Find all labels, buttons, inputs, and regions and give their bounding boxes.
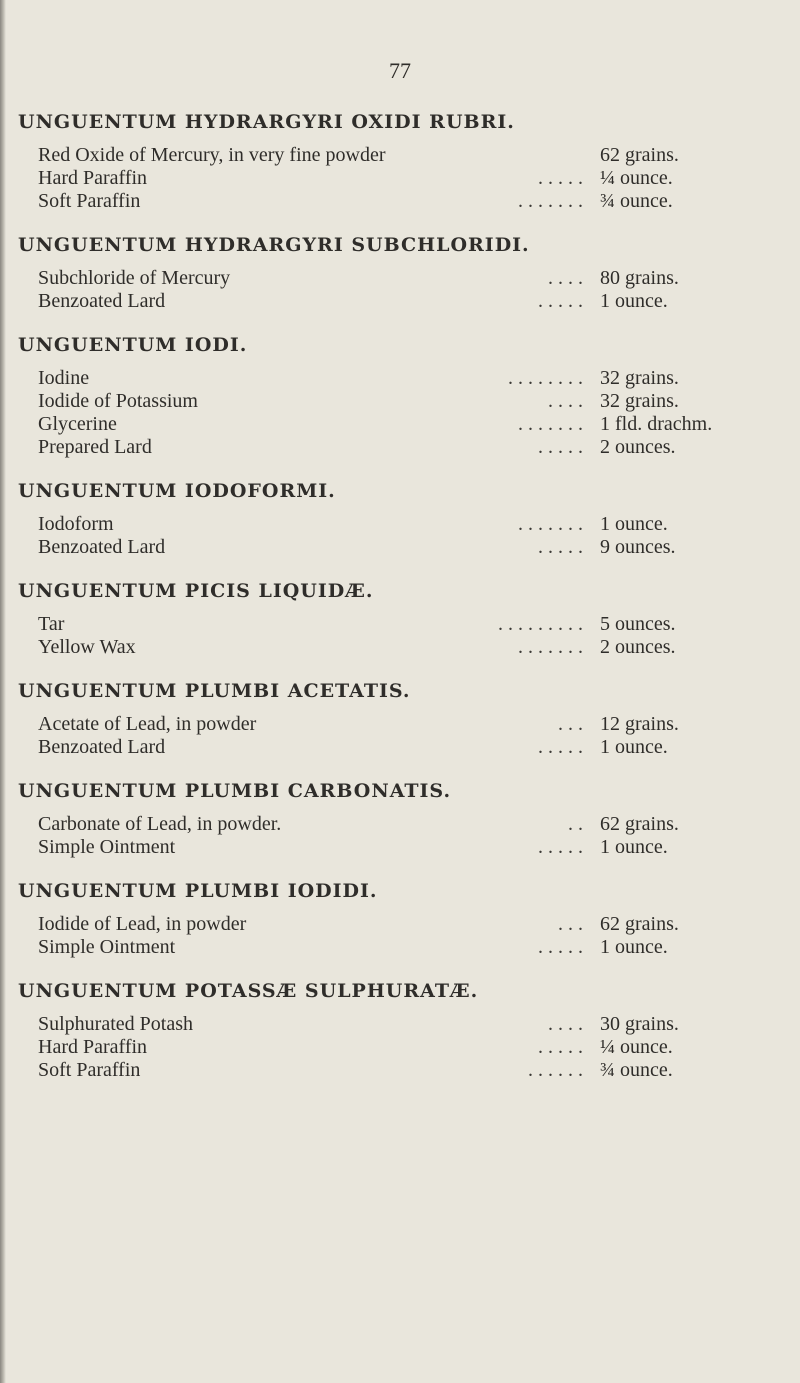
ingredient-row — [18, 413, 798, 436]
leader-dots: . . . — [558, 713, 583, 735]
ingredient-name: Carbonate of Lead, in powder. — [38, 813, 289, 836]
ingredient-row — [18, 1036, 798, 1059]
ingredient-quantity: 2 ounces. — [600, 436, 676, 458]
ingredient-row — [18, 813, 798, 836]
leader-dots: . . . . . . . . . — [498, 613, 583, 635]
leader-dots: . . . . . — [538, 436, 583, 458]
leader-dots: . . . . . . . — [518, 636, 583, 658]
ingredient-quantity: ¾ ounce. — [600, 1059, 673, 1081]
section-unguentum-plumbi-carbonatis — [18, 777, 798, 859]
ingredient-name: Hard Paraffin — [38, 1036, 155, 1059]
ingredient-quantity: 1 ounce. — [600, 736, 668, 758]
ingredient-quantity: 1 fld. drachm. — [600, 413, 713, 435]
ingredient-quantity: 1 ounce. — [600, 936, 668, 958]
page-edge-shadow — [0, 0, 6, 1383]
ingredient-name: Acetate of Lead, in powder — [38, 713, 264, 736]
ingredient-row — [18, 167, 798, 190]
ingredient-row — [18, 836, 798, 859]
section-title: UNGUENTUM POTASSÆ SULPHURATÆ. — [18, 980, 479, 1002]
leader-dots: . . . . . . . — [518, 413, 583, 435]
leader-dots: . . . . . — [538, 836, 583, 858]
ingredient-name: Sulphurated Potash — [38, 1013, 201, 1036]
ingredient-row — [18, 936, 798, 959]
ingredient-row — [18, 736, 798, 759]
ingredient-row — [18, 536, 798, 559]
section-title: UNGUENTUM IODOFORMI. — [18, 480, 336, 502]
ingredient-quantity: 1 ounce. — [600, 513, 668, 535]
leader-dots: . . . . . — [538, 1036, 583, 1058]
ingredient-name: Simple Ointment — [38, 936, 183, 959]
ingredient-quantity: 62 grains. — [600, 144, 679, 166]
section-unguentum-hydrargyri-oxidi-rubri — [18, 108, 798, 213]
leader-dots: . . . . . — [538, 167, 583, 189]
ingredient-name: Hard Paraffin — [38, 167, 155, 190]
ingredient-name: Benzoated Lard — [38, 536, 173, 559]
ingredient-quantity: 80 grains. — [600, 267, 679, 289]
section-unguentum-iodi — [18, 331, 798, 459]
ingredient-row — [18, 1013, 798, 1036]
leader-dots: . . . . . . — [528, 1059, 583, 1081]
ingredient-row — [18, 144, 798, 167]
section-title: UNGUENTUM HYDRARGYRI OXIDI RUBRI. — [18, 111, 515, 133]
ingredient-name: Yellow Wax — [38, 636, 144, 659]
ingredient-name: Tar — [38, 613, 72, 636]
ingredient-row — [18, 513, 798, 536]
ingredient-row — [18, 913, 798, 936]
section-unguentum-iodoformi — [18, 477, 798, 559]
leader-dots: . . . . — [548, 390, 583, 412]
ingredient-quantity: 1 ounce. — [600, 290, 668, 312]
section-title: UNGUENTUM PICIS LIQUIDÆ. — [18, 580, 374, 602]
ingredient-name: Glycerine — [38, 413, 125, 436]
ingredient-quantity: 30 grains. — [600, 1013, 679, 1035]
ingredient-name: Iodide of Potassium — [38, 390, 206, 413]
ingredient-quantity: 32 grains. — [600, 367, 679, 389]
formulary-content — [18, 108, 798, 1100]
leader-dots: . . . . — [548, 1013, 583, 1035]
ingredient-quantity: 9 ounces. — [600, 536, 676, 558]
ingredient-name: Iodine — [38, 367, 97, 390]
leader-dots: . . . . . — [538, 536, 583, 558]
ingredient-row — [18, 290, 798, 313]
ingredient-quantity: 5 ounces. — [600, 613, 676, 635]
section-unguentum-hydrargyri-subchloridi — [18, 231, 798, 313]
ingredient-name: Benzoated Lard — [38, 290, 173, 313]
ingredient-name: Subchloride of Mercury — [38, 267, 238, 290]
ingredient-name: Soft Paraffin — [38, 1059, 148, 1082]
ingredient-row — [18, 267, 798, 290]
ingredient-quantity: ¼ ounce. — [600, 1036, 673, 1058]
section-unguentum-picis-liquidae — [18, 577, 798, 659]
ingredient-row — [18, 1059, 798, 1082]
ingredient-row — [18, 436, 798, 459]
section-unguentum-plumbi-acetatis — [18, 677, 798, 759]
section-title: UNGUENTUM HYDRARGYRI SUBCHLORIDI. — [18, 234, 530, 256]
leader-dots: . . . . . — [538, 936, 583, 958]
leader-dots: . . . . . — [538, 290, 583, 312]
section-unguentum-plumbi-iodidi — [18, 877, 798, 959]
ingredient-row — [18, 190, 798, 213]
ingredient-name: Prepared Lard — [38, 436, 160, 459]
leader-dots: . . . . . — [538, 736, 583, 758]
ingredient-quantity: 12 grains. — [600, 713, 679, 735]
ingredient-name: Red Oxide of Mercury, in very fine powder — [38, 144, 393, 167]
ingredient-row — [18, 613, 798, 636]
leader-dots: . . . . . . . — [518, 190, 583, 212]
ingredient-quantity: 1 ounce. — [600, 836, 668, 858]
ingredient-row — [18, 390, 798, 413]
leader-dots: . . . . . . . . — [508, 367, 583, 389]
section-title: UNGUENTUM PLUMBI IODIDI. — [18, 880, 378, 902]
leader-dots: . . . . — [548, 267, 583, 289]
ingredient-row — [18, 367, 798, 390]
ingredient-name: Simple Ointment — [38, 836, 183, 859]
ingredient-row — [18, 713, 798, 736]
ingredient-quantity: 62 grains. — [600, 913, 679, 935]
ingredient-quantity: 2 ounces. — [600, 636, 676, 658]
section-title: UNGUENTUM PLUMBI CARBONATIS. — [18, 780, 452, 802]
ingredient-name: Soft Paraffin — [38, 190, 148, 213]
section-unguentum-potassae-sulphuratae — [18, 977, 798, 1082]
ingredient-row — [18, 636, 798, 659]
ingredient-quantity: ¼ ounce. — [600, 167, 673, 189]
page-number: 77 — [389, 58, 411, 83]
leader-dots: . . — [568, 813, 583, 835]
ingredient-quantity: ¾ ounce. — [600, 190, 673, 212]
ingredient-name: Benzoated Lard — [38, 736, 173, 759]
ingredient-quantity: 62 grains. — [600, 813, 679, 835]
section-title: UNGUENTUM PLUMBI ACETATIS. — [18, 680, 411, 702]
ingredient-name: Iodoform — [38, 513, 122, 536]
leader-dots: . . . — [558, 913, 583, 935]
section-title: UNGUENTUM IODI. — [18, 334, 248, 356]
ingredient-name: Iodide of Lead, in powder — [38, 913, 254, 936]
ingredient-quantity: 32 grains. — [600, 390, 679, 412]
leader-dots: . . . . . . . — [518, 513, 583, 535]
